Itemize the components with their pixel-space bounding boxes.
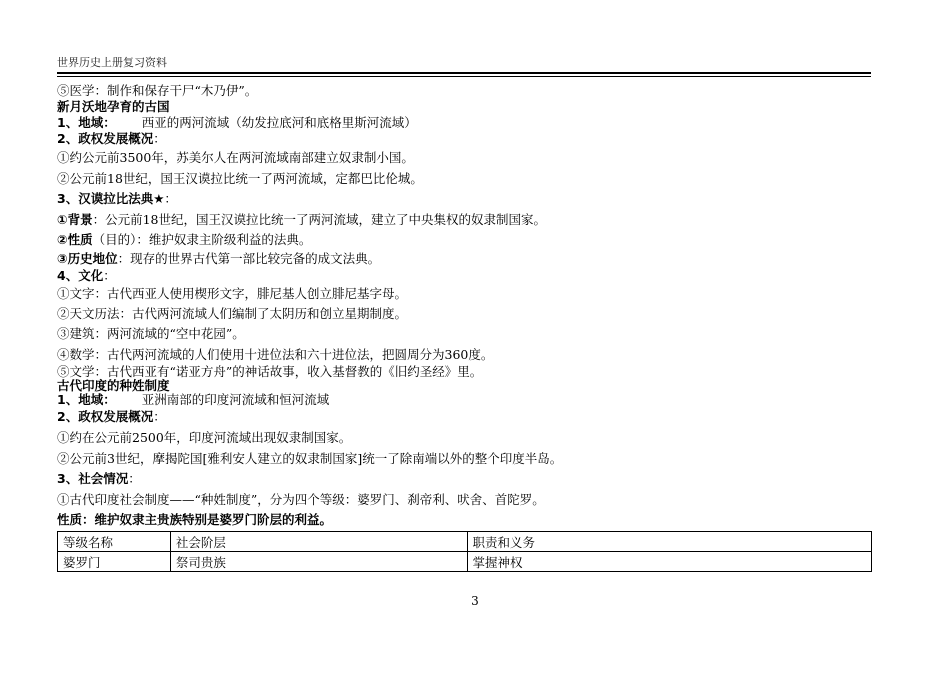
text-line xyxy=(57,230,871,250)
text-line: ①约公元前3500年，苏美尔人在两河流域南部建立奴隶制小国。 xyxy=(57,150,414,165)
table-header-cell: 社会阶层 xyxy=(170,532,467,552)
text-line: ①约在公元前2500年，印度河流域出现奴隶制国家。 xyxy=(57,430,352,445)
label: 1、地域： xyxy=(57,392,116,407)
label: 3、汉谟拉比法典★ xyxy=(57,191,165,206)
text-line: ⑤文学：古代西亚有“诺亚方舟”的神话故事，收入基督教的《旧约圣经》里。 xyxy=(57,364,483,379)
table-header-cell: 职责和义务 xyxy=(467,532,871,552)
text: ： xyxy=(128,471,141,486)
text-line: ⑤医学：制作和保存干尸“木乃伊”。 xyxy=(57,83,258,98)
label: ②性质 xyxy=(57,232,93,247)
label: 4、文化 xyxy=(57,268,104,283)
text-line: ②天文历法：古代两河流域人们编制了太阴历和创立星期制度。 xyxy=(57,306,408,321)
text-line: ③建筑：两河流域的“空中花园”。 xyxy=(57,326,245,341)
label: 3、社会情况 xyxy=(57,471,129,486)
caste-table xyxy=(57,531,872,572)
table-cell: 掌握神权 xyxy=(467,552,871,572)
text-line xyxy=(57,130,871,147)
text: 西亚的两河流域（幼发拉底河和底格里斯河流域） xyxy=(141,115,417,130)
text: ： xyxy=(153,131,166,146)
text: ： xyxy=(103,268,116,283)
text: （目的）：维护奴隶主阶级利益的法典。 xyxy=(92,232,312,247)
label: 2、政权发展概况 xyxy=(57,131,154,146)
text-line: ②公元前3世纪，摩揭陀国[雅利安人建立的奴隶制国家]统一了除南端以外的整个印度半岛。 xyxy=(57,451,563,466)
text-line: ②公元前18世纪，国王汉谟拉比统一了两河流域，定都巴比伦城。 xyxy=(57,171,423,186)
text-line xyxy=(57,469,871,489)
label: 2、政权发展概况 xyxy=(57,409,154,424)
text-line xyxy=(57,250,871,267)
label: 1、地域： xyxy=(57,115,116,130)
page-number: 3 xyxy=(471,594,479,608)
text-line xyxy=(57,189,871,209)
text-line: ①古代印度社会制度——“种姓制度”，分为四个等级：婆罗门、刹帝利、吠舍、首陀罗。 xyxy=(57,492,545,507)
section-heading: 新月沃地孕育的古国 xyxy=(57,99,170,114)
text-line xyxy=(57,115,871,130)
text: ：公元前18世纪，国王汉谟拉比统一了两河流域，建立了中央集权的奴隶制国家。 xyxy=(92,212,547,227)
section-heading: 古代印度的种姓制度 xyxy=(57,378,170,393)
text-line: ①文字：古代西亚人使用楔形文字，腓尼基人创立腓尼基字母。 xyxy=(57,286,408,301)
page-header: 世界历史上册复习资料 xyxy=(57,54,871,74)
table-row xyxy=(58,552,872,572)
text: ： xyxy=(153,409,166,424)
table-cell: 祭司贵族 xyxy=(170,552,467,572)
label: ①背景 xyxy=(57,212,93,227)
text: 亚洲南部的印度河流域和恒河流域 xyxy=(141,392,330,407)
table-header-row xyxy=(58,532,872,552)
text: ： xyxy=(164,191,177,206)
text-line xyxy=(57,393,871,407)
text-line: ④数学：古代两河流域的人们使用十进位法和六十进位法，把圆周分为360度。 xyxy=(57,347,494,362)
text-line xyxy=(57,407,871,427)
label: ③历史地位 xyxy=(57,251,118,266)
text: ：现存的世界古代第一部比较完备的成文法典。 xyxy=(117,251,381,266)
summary-line: 性质：维护奴隶主贵族特别是婆罗门阶层的利益。 xyxy=(57,512,333,527)
text-line xyxy=(57,267,871,284)
page-content xyxy=(57,83,871,529)
table-cell: 婆罗门 xyxy=(58,552,171,572)
table-header-cell: 等级名称 xyxy=(58,532,171,552)
text-line xyxy=(57,209,871,230)
